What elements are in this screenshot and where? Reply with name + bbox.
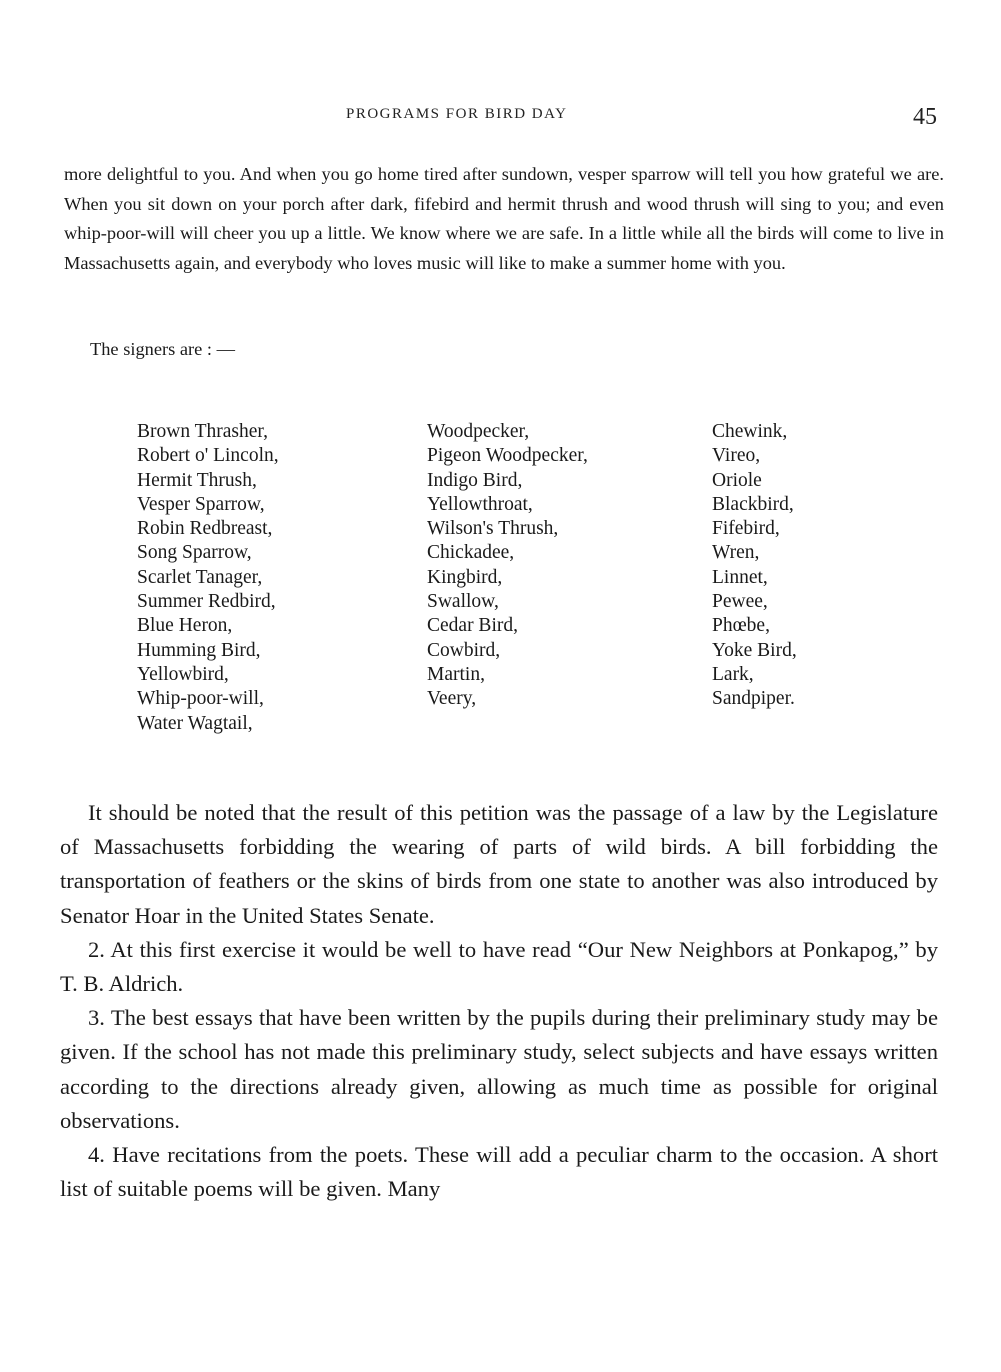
- signers-column-2: [427, 420, 588, 712]
- signer-item: Summer Redbird,: [137, 591, 276, 613]
- signer-item: Robin Redbreast,: [137, 518, 273, 540]
- signers-column-1: [137, 420, 279, 736]
- signer-item: Wren,: [712, 542, 760, 564]
- paragraph-item-3: 3. The best essays that have been written by the pupils during their preliminary study may be given. If the school has not made this preliminary study, select subjects and have essays written according to the directions already given, allowing as much time as possible for original observations.: [60, 1005, 938, 1133]
- signer-item: Sandpiper.: [712, 688, 795, 710]
- signer-item: Humming Bird,: [137, 639, 261, 661]
- signer-item: Chickadee,: [427, 542, 515, 564]
- signer-item: Yellowbird,: [137, 663, 229, 685]
- signer-item: Song Sparrow,: [137, 542, 252, 564]
- signer-item: Brown Thrasher,: [137, 421, 268, 442]
- signer-item: Oriole: [712, 469, 762, 491]
- signer-item: Fifebird,: [712, 518, 780, 540]
- signer-item: Cowbird,: [427, 639, 501, 661]
- signer-item: Woodpecker,: [427, 421, 530, 442]
- signer-item: Cedar Bird,: [427, 615, 518, 637]
- signer-item: Veery,: [427, 688, 477, 710]
- signer-item: Robert o' Lincoln,: [137, 445, 279, 467]
- signer-item: Martin,: [427, 663, 485, 685]
- paragraph-item-4: 4. Have recitations from the poets. These will add a peculiar charm to the occasion. A short list of suitable poems will be given. Many: [60, 1142, 938, 1202]
- signer-item: Blackbird,: [712, 493, 794, 515]
- signer-item: Water Wagtail,: [137, 712, 253, 734]
- running-head: PROGRAMS FOR BIRD DAY: [346, 106, 568, 122]
- signer-item: Whip-poor-will,: [137, 688, 264, 710]
- signer-item: Lark,: [712, 663, 754, 685]
- signer-item: Indigo Bird,: [427, 469, 523, 491]
- signers-column-3: [712, 420, 797, 712]
- petition-text: more delightful to you. And when you go home tired after sundown, vesper sparrow will tell you how grateful we are. When you sit down on your porch after dark, fifebird and hermit thrush and wood thrush will sing to you; and even whip-poor-will will cheer you up a little. We know where we are safe. In a little while all the birds will come to live in Massachusetts again, and everybody who loves music will like to make a summer home with you.: [64, 164, 944, 273]
- body-text: [60, 796, 938, 1206]
- signer-item: Kingbird,: [427, 566, 503, 588]
- signer-item: Yellowthroat,: [427, 493, 533, 515]
- signer-item: Scarlet Tanager,: [137, 566, 263, 588]
- signer-item: Chewink,: [712, 421, 788, 442]
- signer-item: Pigeon Woodpecker,: [427, 445, 588, 467]
- signer-item: Pewee,: [712, 591, 768, 613]
- signer-item: Phœbe,: [712, 615, 770, 637]
- signer-item: Vireo,: [712, 445, 761, 467]
- signer-item: Vesper Sparrow,: [137, 493, 265, 515]
- signer-item: Yoke Bird,: [712, 639, 797, 661]
- signer-item: Swallow,: [427, 591, 499, 613]
- paragraph-item-2: 2. At this first exercise it would be well to have read “Our New Neighbors at Ponkapog,” by T. B. Aldrich.: [60, 936, 938, 997]
- paragraph-petition-result: It should be noted that the result of this petition was the passage of a law by the Legislature of Massachusetts forbidding the wearing of parts of wild birds. A bill forbidding the transportation of feathers or the skins of birds from one state to another was also introduced by Senator Hoar in the United States Senate.: [60, 800, 938, 928]
- signer-item: Hermit Thrush,: [137, 469, 257, 491]
- page-number: 45: [913, 104, 937, 130]
- signer-item: Wilson's Thrush,: [427, 518, 559, 540]
- signer-item: Linnet,: [712, 566, 768, 588]
- signers-intro: The signers are : —: [90, 339, 236, 359]
- signer-item: Blue Heron,: [137, 615, 233, 637]
